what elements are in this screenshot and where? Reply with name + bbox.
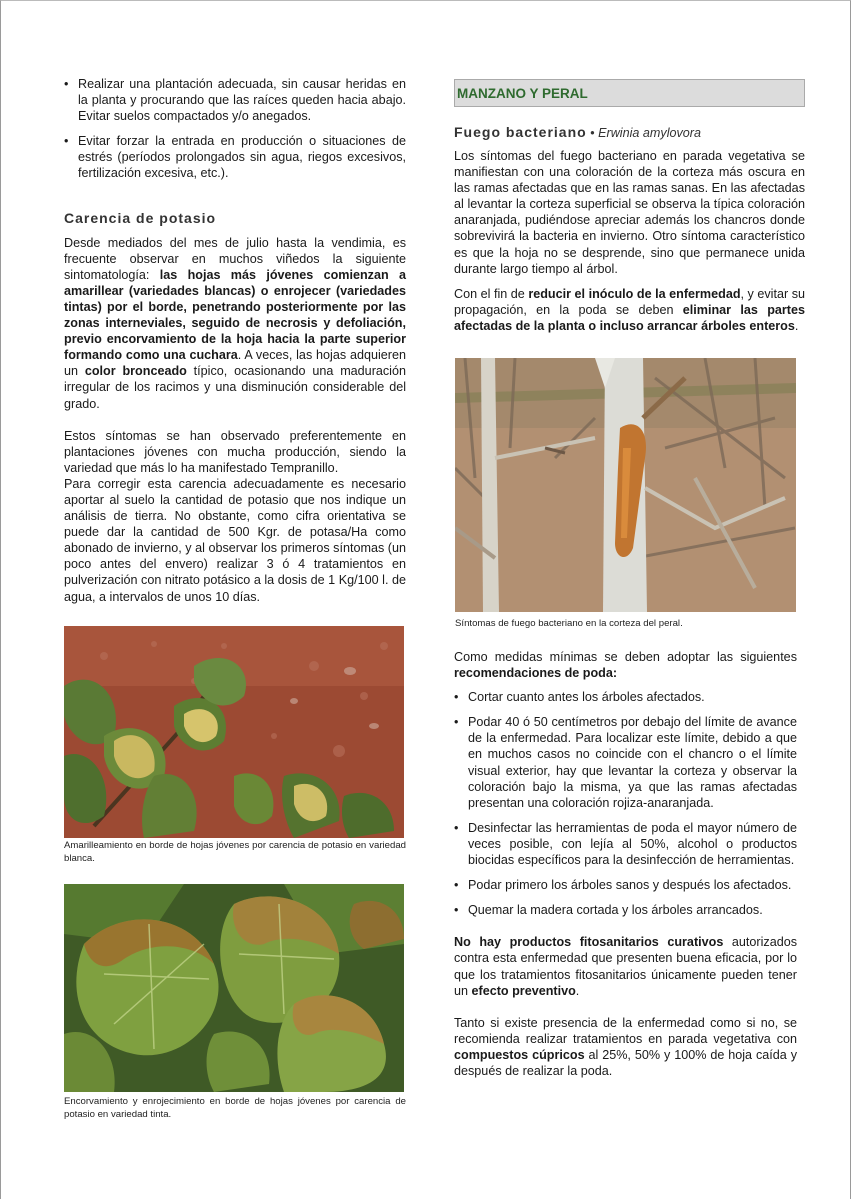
list-item: • Desinfectar las herramientas de poda el mayor número de veces posible, con lejía al 50%, alcohol o productos biocidas específicos para la desinfección de herramientas. <box>454 820 797 868</box>
fuego-paragraph-1: Los síntomas del fuego bacteriano en parada vegetativa se manifiestan con una coloración de la corteza más oscura en las ramas afectadas que en las ramas sanas. En las afectadas al levantar la corteza superficial se observa la típica coloración anaranjada, pudiéndose apreciar además los chancros donde sobrevivirá la bacteria en invierno. Otro síntoma característico es que la hoja no se desprende, sino que permanece unida durante largo tiempo al árbol. <box>454 149 805 276</box>
final-paragraph: Tanto si existe presencia de la enfermedad como si no, se recomienda realizar tratamientos en parada vegetativa con compuestos cúpricos al 25%, 50% y 100% de hoja caída y después de realizar la poda. <box>454 1015 797 1078</box>
caption-photo-2: Encorvamiento y enrojecimiento en borde de hojas jóvenes por carencia de potasio en variedad tinta. <box>64 1096 406 1120</box>
photo-potassium-red-variety <box>64 884 404 1092</box>
pruning-recommendations-list <box>454 689 797 918</box>
potasio-paragraph-3: Para corregir esta carencia adecuadamente es necesario aportar al suelo la cantidad de potasio que nos indique un análisis de tierra. No obstante, como cifra orientativa se puede dar la cantidad de 500 Kgr. de potasa/Ha como abonado de invierno, y al observar los primeros síntomas (un poco antes del envero) realizar 3 ó 4 tratamientos en pulverización con nitrato potásico a la dosis de 1 Kg/100 l. de agua, a intervalos de unos 10 días. <box>64 476 406 604</box>
list-item: • Podar 40 ó 50 centímetros por debajo del límite de avance de la enfermedad. Para localizar este límite, debido a que en muchos casos no coincide con el chancro o el límite visual exterior, hay que levantar la corteza y observar la coloración bajo la misma, ya que las ramas afectadas presentan una coloración rojiza-anaranjada. <box>454 714 797 811</box>
photo-fire-blight-bark <box>455 358 796 612</box>
list-item: • Cortar cuanto antes los árboles afectados. <box>454 689 797 705</box>
medidas-intro: Como medidas mínimas se deben adoptar las siguientes recomendaciones de poda: <box>454 650 797 681</box>
list-item: • Realizar una plantación adecuada, sin causar heridas en la planta y procurando que las raíces queden hacia abajo. Evitar suelos compactados y/o anegados. <box>64 76 406 124</box>
prevention-list <box>64 76 406 182</box>
no-products-paragraph: No hay productos fitosanitarios curativos autorizados contra esta enfermedad que presenten buena eficacia, por lo que los tratamientos fitosanitarios únicamente pueden tener un efecto preventivo. <box>454 935 798 998</box>
right-column-lower <box>454 649 797 1079</box>
caption-photo-1: Amarilleamiento en borde de hojas jóvenes por carencia de potasio en variedad blanca. <box>64 840 406 864</box>
caption-photo-3: Síntomas de fuego bacteriano en la corteza del peral. <box>455 618 683 629</box>
section-heading-fuego: Fuego bacteriano • Erwinia amylovora <box>454 124 701 140</box>
section-banner: MANZANO Y PERAL <box>454 79 805 107</box>
left-column <box>64 76 406 605</box>
section-heading-potasio: Carencia de potasio <box>64 209 217 226</box>
potasio-paragraph-1: Desde mediados del mes de julio hasta la vendimia, es frecuente observar en muchos viñedos la siguiente sintomatología: las hojas más jóvenes comienzan a amarillear (variedades blancas) o enrojecer (variedades tintas) por el borde, penetrando posteriormente por las zonas interneviales, seguido de necrosis y defoliación, previo encorvamiento de la hoja hacia la parte superior formando como una cuchara. A veces, las hojas adquieren un color bronceado típico, ocasionando una maduración irregular de los racimos y una disminución considerable del grado. <box>64 235 406 411</box>
right-column <box>454 79 805 334</box>
fuego-paragraph-2: Con el fin de reducir el inóculo de la enfermedad, y evitar su propagación, en la poda se deben eliminar las partes afectadas de la planta o incluso arrancar árboles enteros. <box>454 286 806 333</box>
potasio-paragraph-2: Estos síntomas se han observado preferentemente en plantaciones jóvenes con mucha producción, siendo la variedad que más lo ha manifestado Tempranillo. <box>64 428 406 475</box>
list-item: • Evitar forzar la entrada en producción o situaciones de estrés (períodos prolongados sin agua, riegos excesivos, fertilización excesiva, etc.). <box>64 133 406 181</box>
list-item: • Podar primero los árboles sanos y después los afectados. <box>454 877 797 893</box>
list-item: • Quemar la madera cortada y los árboles arrancados. <box>454 902 797 918</box>
photo-potassium-white-variety <box>64 626 404 838</box>
